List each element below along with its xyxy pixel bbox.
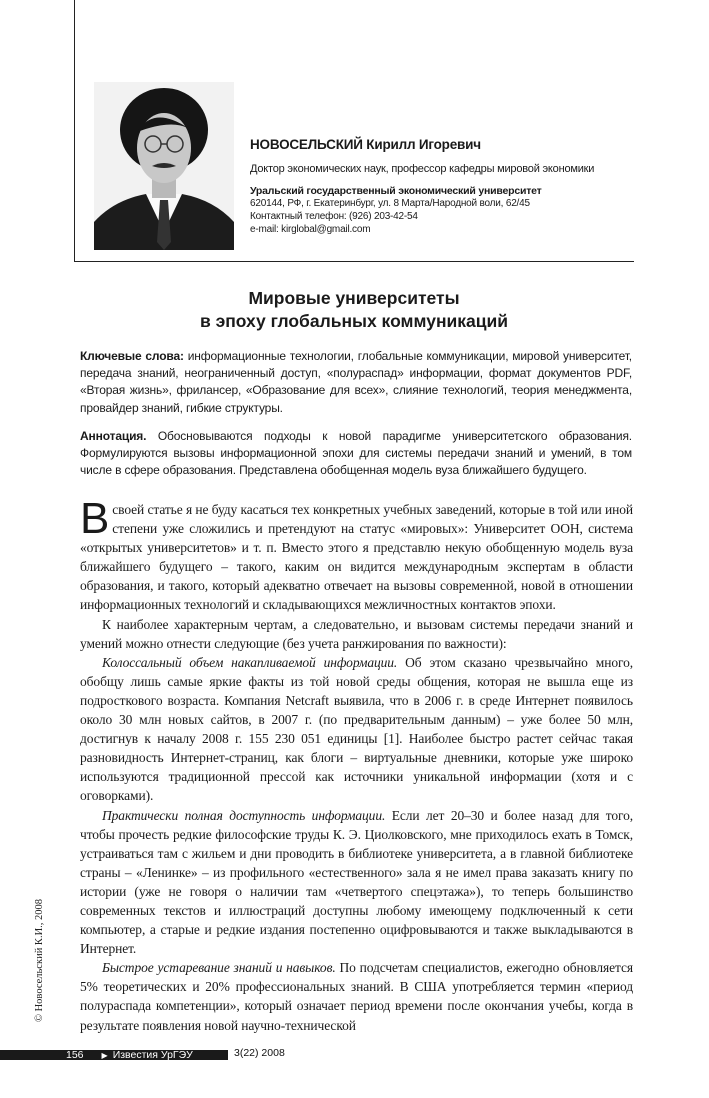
keywords-text: информационные технологии, глобальные коммуникации, мировой университет, передача знаний, неограниченный доступ, «полураспад» информации, формат документов PDF, «Вторая жизнь», фрилансер, «Образование для всех», слияние технологий, теория менеджмента, провайдер знаний, гибкие структуры.: [80, 349, 632, 415]
issue-number: 3(22) 2008: [234, 1047, 285, 1059]
triangle-right-icon: ▶: [101, 1050, 108, 1060]
paragraph-4: [80, 806, 633, 959]
article-body: [80, 494, 634, 1035]
paragraph-5-lead: Быстрое устаревание знаний и навыков.: [102, 960, 336, 976]
author-title: Доктор экономических наук, профессор кафедры мировой экономики: [250, 163, 595, 175]
paragraph-4-text: Если лет 20–30 и более назад для того, чтобы прочесть редкие философские труды К. Э. Циолковского, мне приходилось ехать в Томск, устраиваться там с жильем и дни проводить в библиотеке университета, а в главной библиотеке страны – «Ленинке» – из профильного «естественного» зала я не имел права заказать книгу по истории (уже не говоря о наличии там «четвертого спецэтажа»), то теперь большинство современных текстов и иллюстраций доступны любому имеющему подключенный к сети компьютер, а старые и редкие издания постепенно оцифровываются и также выкладываются в Интернет.: [80, 807, 633, 957]
paragraph-2: К наиболее характерным чертам, а следовательно, и вызовам системы передачи знаний и умений можно отнести следующие (без учета ранжирования по важности):: [80, 616, 633, 651]
author-email: e-mail: kirglobal@gmail.com: [250, 224, 371, 235]
paragraph-5: [80, 958, 633, 1034]
paragraph-5-text: По подсчетам специалистов, ежегодно обновляется 5% теоретических и 20% профессиональных знаний. В США употребляется термин «период полураспада компетенции», который означает период времени после окончания учебы, когда в результате появления новой научно-технической: [80, 960, 633, 1033]
paragraph-4-lead: Практически полная доступность информации.: [102, 807, 386, 823]
author-name: НОВОСЕЛЬСКИЙ Кирилл Игоревич: [250, 137, 481, 152]
abstract-label: Аннотация.: [80, 429, 147, 443]
copyright-vertical: © Новосельский К.И., 2008: [34, 898, 45, 1022]
portrait-image: [94, 82, 234, 250]
header-rule: [74, 261, 634, 262]
abstract-text: Обосновываются подходы к новой парадигме университетского образования. Формулируются вызовы информационной эпохи для системы передачи знаний и умений, в том числе в сфере образования. Представлена обобщенная модель вуза ближайшего будущего.: [80, 429, 632, 478]
keywords-label: Ключевые слова:: [80, 349, 184, 363]
left-rule: [74, 0, 75, 262]
author-address: 620144, РФ, г. Екатеринбург, ул. 8 Марта/Народной воли, 62/45: [250, 198, 530, 209]
article-title-line-1: Мировые университеты: [248, 288, 460, 308]
paragraph-3-text: Об этом сказано чрезвычайно много, обобщу лишь самые яркие факты из той новой среды общения, которая не вышла еще из подросткового возраста. Компания Netcraft выявила, что в 2006 г. в среде Интернет появилось около 30 млн новых сайтов, в 2007 г. (по предварительным данным) – уже более 50 млн, достигнув к началу 2008 г. 155 230 051 единицы [1]. Наиболее быстро растет сейчас такая разновидность Интернет-страниц, как блоги – виртуальные дневники, которые уже широко используются традиционной прессой как источники уникальной информации (хотя и с оговорками).: [80, 654, 634, 804]
paragraph-3: [80, 653, 633, 806]
article-title: [74, 287, 634, 333]
footer: [66, 1047, 193, 1063]
drop-cap: В: [80, 494, 110, 543]
page-number: 156: [66, 1049, 84, 1061]
keywords: [80, 348, 632, 417]
article-title-line-2: в эпоху глобальных коммуникаций: [199, 311, 509, 331]
journal-name: Известия УрГЭУ: [112, 1049, 193, 1061]
paragraph-1-text: своей статье я не буду касаться тех конкретных учебных заведений, которые в той или иной степени уже сложились и претендуют на статус «мировых»: Университет ООН, система «открытых университетов» и т. п. Вместо этого я представлю некую обобщенную модель вуза ближайшего будущего – такого, каким он видится международным экспертам в области образования, и такого, который адекватно отвечает на вызовы современной, новой в отношении информационных технологий и складывающихся межличностных контактов эпохи.: [80, 502, 633, 613]
author-phone: Контактный телефон: (926) 203-42-54: [250, 211, 418, 222]
paragraph-3-lead: Колоссальный объем накапливаемой информации.: [102, 654, 398, 670]
author-block: [250, 137, 640, 236]
abstract: [80, 428, 632, 480]
author-organization: Уральский государственный экономический университет: [250, 185, 542, 197]
paragraph-1: [80, 494, 633, 615]
author-photo: [94, 82, 234, 250]
